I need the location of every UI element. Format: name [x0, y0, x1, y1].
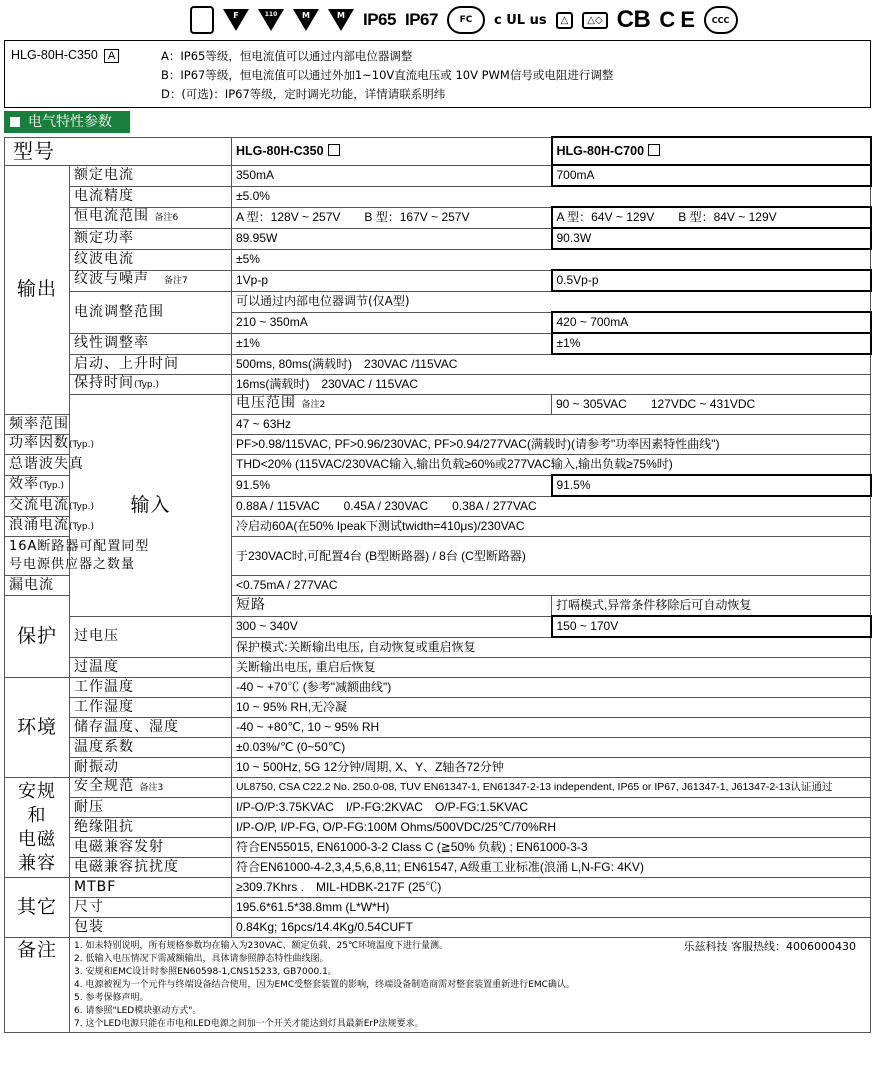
- spec-label: 温度系数: [70, 738, 232, 758]
- spec-label: 工作湿度: [70, 698, 232, 718]
- spec-value: I/P-O/P, I/P-FG, O/P-FG:100M Ohms/500VDC/25℃/70%RH: [232, 818, 871, 838]
- spec-value: 冷启动60A(在50% Ipeak下测试twidth=410μs)/230VAC: [232, 517, 871, 537]
- spec-value: ±5.0%: [232, 186, 871, 207]
- spec-value: ≥309.7Khrs . MIL-HDBK-217F (25℃): [232, 878, 871, 898]
- spec-row: [5, 165, 871, 186]
- spec-value: 0.88A / 115VAC 0.45A / 230VAC 0.38A / 277VAC: [232, 496, 871, 517]
- model-b: HLG-80H-C700: [552, 137, 871, 165]
- spec-value: 于230VAC时,可配置4台 (B型断路器) / 8台 (C型断路器): [232, 537, 871, 576]
- spec-value: 打嗝模式,异常条件移除后可自动恢复: [552, 596, 871, 617]
- spec-label: 过温度: [70, 658, 232, 678]
- spec-value: 90 ~ 305VAC 127VDC ~ 431VDC: [552, 395, 871, 415]
- group-notes: 备注: [5, 938, 70, 1033]
- spec-value: A 型：128V ~ 257V B 型：167V ~ 257V: [232, 207, 552, 228]
- spec-row: [5, 375, 871, 395]
- spec-label: 额定电流: [70, 165, 232, 186]
- group-safety: 安规 和 电磁 兼容: [5, 778, 70, 878]
- spec-value: 300 ~ 340V: [232, 616, 552, 637]
- spec-row: [5, 207, 871, 228]
- spec-value: 89.95W: [232, 228, 552, 249]
- spec-label: 纹波与噪声 备注7: [70, 270, 232, 291]
- spec-value: UL8750, CSA C22.2 No. 250.0-08, TUV EN61347-1, EN61347-2-13 independent, IP65 or IP67, J61347-1, J61347-2-13认证通过: [232, 778, 871, 798]
- spec-row: [5, 249, 871, 270]
- spec-label: 启动、上升时间: [70, 354, 232, 375]
- spec-row: [5, 333, 871, 354]
- suffix-box: A: [104, 49, 119, 63]
- spec-label: MTBF: [70, 878, 232, 898]
- ukca-icon: △: [556, 12, 574, 29]
- mm-mark-icon: M: [328, 9, 354, 31]
- model-a: HLG-80H-C350: [232, 137, 552, 165]
- spec-label: 尺寸: [70, 898, 232, 918]
- spec-value: 210 ~ 350mA: [232, 312, 552, 333]
- spec-row: [5, 228, 871, 249]
- spec-row: [5, 918, 871, 938]
- spec-row: [5, 678, 871, 698]
- f-mark-icon: F: [223, 9, 249, 31]
- spec-value: -40 ~ +70℃ (参考"减额曲线"): [232, 678, 871, 698]
- spec-label: 绝缘阻抗: [70, 818, 232, 838]
- spec-value: 420 ~ 700mA: [552, 312, 871, 333]
- model-label: 型号: [5, 137, 232, 165]
- spec-row: [5, 938, 871, 1033]
- spec-row: [5, 818, 871, 838]
- spec-label: 交流电流(Typ.): [5, 496, 70, 517]
- spec-label: 过电压: [70, 616, 232, 658]
- spec-label: 频率范围: [5, 415, 70, 435]
- spec-label: 电压范围 备注2: [232, 395, 552, 415]
- spec-row: [5, 858, 871, 878]
- fcc-icon: FC: [447, 6, 485, 34]
- ce-label: C E: [659, 7, 695, 32]
- spec-label: 包装: [70, 918, 232, 938]
- spec-value: 150 ~ 170V: [552, 616, 871, 637]
- remarks-cell: 乐兹科技 客服热线：4006000430 1. 如未特别说明，所有规格参数均在输入为230VAC、额定负载、25℃环境温度下进行量测。 2. 低输入电压情况下需减额输出，具体请参照静态特性曲线图。 3. 安规和EMC设计时参照EN60598-1,CNS15233, GB7000.1。 4. 电源被视为一个元件与终端设备结合使用，因为EMC受整套装置的影响，终端设备制造商需对整套装置重新进行EMC确认。 5. 参考保修声明。 6. 请参照"LED模块驱动方式"。 7. 这个LED电源只能在市电和LED电源之间加一个开关才能达到灯具最新ErP法规要求。: [70, 938, 871, 1033]
- spec-label: 效率(Typ.): [5, 475, 70, 496]
- spec-label: 电磁兼容发射: [70, 838, 232, 858]
- spec-value: I/P-O/P:3.75KVAC I/P-FG:2KVAC O/P-FG:1.5KVAC: [232, 798, 871, 818]
- spec-value: 符合EN55015, EN61000-3-2 Class C (≧50% 负载) ; EN61000-3-3: [232, 838, 871, 858]
- ccc-icon: CCC: [704, 6, 738, 34]
- spec-label: 短路: [232, 596, 552, 617]
- spec-value: 关断输出电压, 重启后恢复: [232, 658, 871, 678]
- spec-value: 10 ~ 500Hz, 5G 12分钟/周期, X、Y、Z轴各72分钟: [232, 758, 871, 778]
- ip67-label: IP67: [404, 10, 438, 29]
- spec-value: 350mA: [232, 165, 552, 186]
- spec-row: [5, 898, 871, 918]
- group-input: 输入: [70, 395, 232, 617]
- spec-label: 16A断路器可配置同型 号电源供应器之数量: [5, 537, 70, 576]
- spec-row: [5, 778, 871, 798]
- spec-label: 安全规范 备注3: [70, 778, 232, 798]
- spec-value: <0.75mA / 277VAC: [232, 576, 871, 596]
- spec-label: 线性调整率: [70, 333, 232, 354]
- spec-value: ±1%: [232, 333, 552, 354]
- header-row: [5, 137, 871, 165]
- hotline: 乐兹科技 客服热线：4006000430: [683, 940, 856, 953]
- spec-value: 91.5%: [232, 475, 552, 496]
- tuv-icon: △◇: [582, 12, 607, 29]
- spec-value: 47 ~ 63Hz: [232, 415, 871, 435]
- spec-value: PF>0.98/115VAC, PF>0.96/230VAC, PF>0.94/277VAC(满载时)(请参考"功率因素特性曲线"): [232, 435, 871, 455]
- spec-row: [5, 838, 871, 858]
- spec-value: 500ms, 80ms(满载时) 230VAC /115VAC: [232, 354, 871, 375]
- cb-label: CB: [616, 6, 651, 33]
- spec-value: ±0.03%/℃ (0~50℃): [232, 738, 871, 758]
- model-description-box: [4, 40, 871, 108]
- spec-value: 10 ~ 95% RH,无冷凝: [232, 698, 871, 718]
- spec-value: 保护模式:关断输出电压, 自动恢复或重启恢复: [232, 637, 871, 658]
- spec-label: 耐振动: [70, 758, 232, 778]
- spec-label: 额定功率: [70, 228, 232, 249]
- spec-row: [5, 698, 871, 718]
- spec-value: 1Vp-p: [232, 270, 552, 291]
- spec-value: 16ms(满载时) 230VAC / 115VAC: [232, 375, 871, 395]
- spec-value: 可以通过内部电位器调节(仅A型): [232, 291, 871, 312]
- m-mark-icon: M: [293, 9, 319, 31]
- certification-logos: [190, 4, 874, 36]
- ul-icon: c UL us: [493, 12, 547, 28]
- spec-value: ±1%: [552, 333, 871, 354]
- spec-row: [5, 291, 871, 312]
- 110-mark-icon: 110: [258, 9, 284, 31]
- spec-label: 电流精度: [70, 186, 232, 207]
- spec-row: [5, 758, 871, 778]
- spec-row: [5, 658, 871, 678]
- ip65-label: IP65: [363, 10, 396, 29]
- part-number: HLG-80H-C350 A: [11, 48, 119, 63]
- section-title: 电气特性参数: [4, 111, 130, 133]
- spec-value: THD<20% (115VAC/230VAC输入,输出负载≥60%或277VAC输入,输出负载≥75%时): [232, 455, 871, 476]
- spec-row: [5, 616, 871, 637]
- spec-row: [5, 354, 871, 375]
- spec-value: ±5%: [232, 249, 871, 270]
- spec-value: 91.5%: [552, 475, 871, 496]
- spec-value: -40 ~ +80℃, 10 ~ 95% RH: [232, 718, 871, 738]
- spec-label: 总谐波失真: [5, 455, 70, 476]
- spec-label: 电流调整范围: [70, 291, 232, 333]
- spec-label: 漏电流: [5, 576, 70, 596]
- model-notes: A：IP65等级，恒电流值可以通过内部电位器调整 B：IP67等级，恒电流值可以通过外加1~10V直流电压或 10V PWM信号或电阻进行调整 D：(可选)：IP67等级，定时调光功能，详情请联系明纬: [161, 49, 614, 101]
- spec-row: [5, 798, 871, 818]
- group-output: 输出: [5, 165, 70, 415]
- spec-value: 0.84Kg; 16pcs/14.4Kg/0.54CUFT: [232, 918, 871, 938]
- group-others: 其它: [5, 878, 70, 938]
- spec-row: [5, 738, 871, 758]
- spec-row: [5, 270, 871, 291]
- spec-value: 90.3W: [552, 228, 871, 249]
- spec-value: 符合EN61000-4-2,3,4,5,6,8,11; EN61547, A级重工业标准(浪涌 L,N-FG: 4KV): [232, 858, 871, 878]
- spec-row: [5, 186, 871, 207]
- spec-label: 功率因数(Typ.): [5, 435, 70, 455]
- spec-label: 耐压: [70, 798, 232, 818]
- spec-label: 储存温度、湿度: [70, 718, 232, 738]
- spec-value: 195.6*61.5*38.8mm (L*W*H): [232, 898, 871, 918]
- spec-label: 浪涌电流(Typ.): [5, 517, 70, 537]
- spec-row: [5, 718, 871, 738]
- spec-label: 工作温度: [70, 678, 232, 698]
- spec-value: 0.5Vp-p: [552, 270, 871, 291]
- spec-value: A 型：64V ~ 129V B 型：84V ~ 129V: [552, 207, 871, 228]
- spec-table: [4, 136, 871, 1033]
- spec-row: [5, 878, 871, 898]
- spec-label: 纹波电流: [70, 249, 232, 270]
- spec-value: 700mA: [552, 165, 871, 186]
- group-environment: 环境: [5, 678, 70, 778]
- group-protection: 保护: [5, 596, 70, 678]
- spec-label: 保持时间(Typ.): [70, 375, 232, 395]
- enclosure-icon: [190, 6, 214, 34]
- spec-label: 电磁兼容抗扰度: [70, 858, 232, 878]
- spec-label: 恒电流范围 备注6: [70, 207, 232, 228]
- spec-row: [5, 395, 871, 415]
